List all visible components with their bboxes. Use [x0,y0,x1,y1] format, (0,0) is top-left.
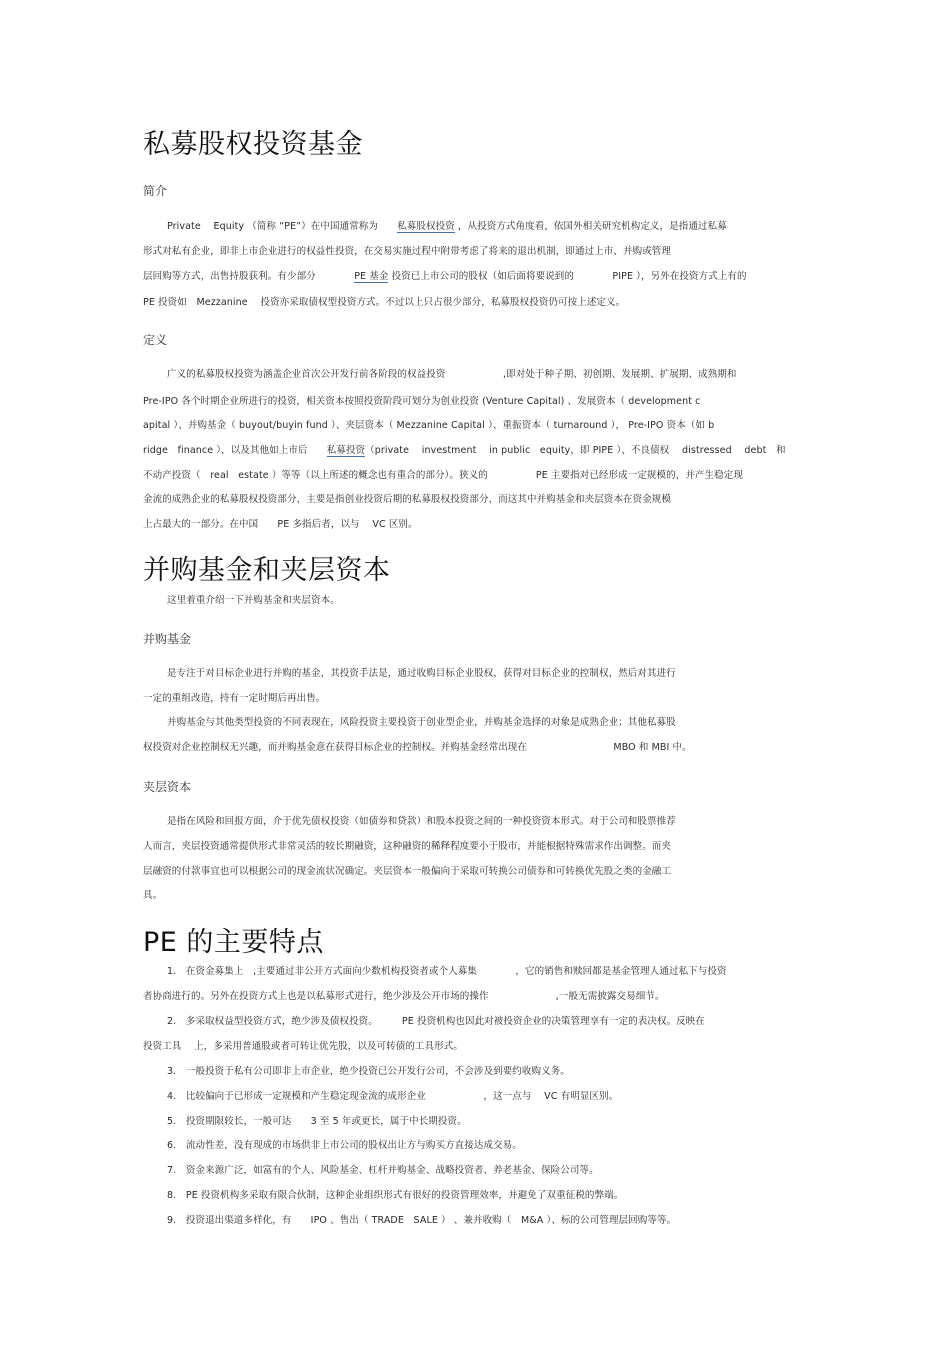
intro-text: ，从投资方式角度看，依国外相关研究机构定义，是指通过私募 [454,221,727,232]
mezzanine-line-3: 层融资的付款事宜也可以根据公司的现金流状况确定。夹层资本一般偏向于采取可转换公司债券和可转换优先股之类的金融工 [143,866,672,877]
definition-text: ridge finance ），以及其他如上市后 [143,445,327,456]
feature-item: 7. 资金来源广泛，如富有的个人、风险基金、杠杆并购基金、战略投资者、养老基金、保险公司等。 [167,1165,599,1176]
mezzanine-line-2: 人而言，夹层投资通常提供形式非常灵活的较长期融资，这种融资的稀释程度要小于股市，并能根据特殊需求作出调整。而夹 [143,841,672,852]
mezzanine-heading: 夹层资本 [143,780,192,794]
private-investment-link[interactable]: 私募投资 [326,445,366,456]
definition-line-2: Pre-IPO 各个时期企业所进行的投资，相关资本按照投资阶段可划分为创业投资 (Venture Capital) 、发展资本（ development c [143,396,701,407]
definition-line-1: 广义的私募股权投资为涵盖企业首次公开发行前各阶段的权益投资 ,即对处于种子期、初创期、发展期、扩展期、成熟期和 [167,369,737,380]
feature-item: 投资工具 上，多采用普通股或者可转让优先股，以及可转债的工具形式。 [143,1041,463,1052]
definition-line-3: apital ）、并购基金（ buyout/buyin fund ）、夹层资本（ Mezzanine Capital ）、重振资本（ turnaround ）， Pre-IPO 资本（如 b [143,420,715,431]
feature-item: 8. PE 投资机构多采取有限合伙制，这种企业组织形式有很好的投资管理效率，并避免了双重征税的弊端。 [167,1190,624,1201]
features-title: PE 的主要特点 [143,927,324,958]
feature-item: 6. 流动性差，没有现成的市场供非上市公司的股权出让方与购买方直接达成交易。 [167,1140,522,1151]
intro-text: Private Equity （简称 “PE”）在中国通常称为 [167,221,398,232]
intro-text: 投资已上市公司的股权（如后面将要说到的 PIPE ），另外在投资方式上有的 [388,271,747,282]
private-equity-link[interactable]: 私募股权投资 [397,221,455,232]
definition-heading: 定义 [143,333,168,347]
intro-paragraph-line-3 [143,270,813,284]
feature-item: 4. 比较偏向于已形成一定规模和产生稳定现金流的成形企业 ，这一点与 VC 有明显区别。 [167,1091,619,1102]
definition-line-4 [143,444,813,458]
mezzanine-line-4: 具。 [143,890,163,901]
buyout-line-4: 权投资对企业控制权无兴趣，而并购基金意在获得目标企业的控制权。并购基金经常出现在 MBO 和 MBI 中。 [143,742,692,753]
intro-paragraph-line-4: PE 投资如 Mezzanine 投资亦采取债权型投资方式。不过以上只占很少部分，私募股权投资仍可按上述定义。 [143,297,626,308]
feature-item: 1. 在资金募集上 ,主要通过非公开方式面向少数机构投资者或个人募集 ，它的销售和赎回都是基金管理人通过私下与投资 [167,966,727,977]
feature-item: 2. 多采取权益型投资方式，绝少涉及债权投资。 PE 投资机构也因此对被投资企业的决策管理享有一定的表决权。反映在 [167,1016,705,1027]
mezzanine-line-1: 是指在风险和回报方面，介于优先债权投资（如债券和贷款）和股本投资之间的一种投资资本形式。对于公司和股票推荐 [167,816,676,827]
definition-line-5: 不动产投资（ real estate ）等等（以上所述的概念也有重合的部分）。狭义的 PE 主要指对已经形成一定规模的，并产生稳定现 [143,470,743,481]
feature-item: 3. 一般投资于私有公司即非上市企业，绝少投资已公开发行公司，不会涉及到要约收购义务。 [167,1066,570,1077]
intro-paragraph-line-2: 形式对私有企业，即非上市企业进行的权益性投资，在交易实施过程中附带考虑了将来的退出机制，即通过上市、并购或管理 [143,246,672,257]
buyout-line-3: 并购基金与其他类型投资的不同表现在，风险投资主要投资于创业型企业，并购基金选择的对象是成熟企业；其他私募股 [167,717,676,728]
buyout-line-2: 一定的重组改造，持有一定时期后再出售。 [143,693,326,704]
buyout-heading: 并购基金 [143,632,192,646]
buyout-line-1: 是专注于对目标企业进行并购的基金，其投资手法是，通过收购目标企业股权，获得对目标企业的控制权，然后对其进行 [167,668,676,679]
intro-heading: 简介 [143,184,168,198]
pe-fund-link[interactable]: PE 基金 [354,271,389,282]
intro-text: 层回购等方式，出售持股获利。有少部分 [143,271,355,282]
feature-item: 9. 投资退出渠道多样化，有 IPO 、售出（ TRADE SALE ） 、兼并收购（ M&A ）、标的公司管理层回购等等。 [167,1215,677,1226]
definition-line-7: 上占最大的一部分。在中国 PE 多指后者，以与 VC 区别。 [143,519,418,530]
section-intro: 这里着重介绍一下并购基金和夹层资本。 [167,595,340,606]
page-title: 私募股权投资基金 [143,129,363,160]
section-title-buyout-mezzanine: 并购基金和夹层资本 [143,555,391,586]
definition-text: （private investment in public equity，即 PIPE ）、不良债权 distressed debt 和 [365,445,786,456]
intro-paragraph-line-1 [167,220,837,234]
feature-item: 者协商进行的。另外在投资方式上也是以私募形式进行，绝少涉及公开市场的操作 ,一般无需披露交易细节。 [143,991,665,1002]
definition-line-6: 金流的成熟企业的私募股权投资部分，主要是指创业投资后期的私募股权投资部分，而这其中并购基金和夹层资本在资金规模 [143,494,672,505]
feature-item: 5. 投资期限较长，一般可达 3 至 5 年或更长，属于中长期投资。 [167,1116,467,1127]
